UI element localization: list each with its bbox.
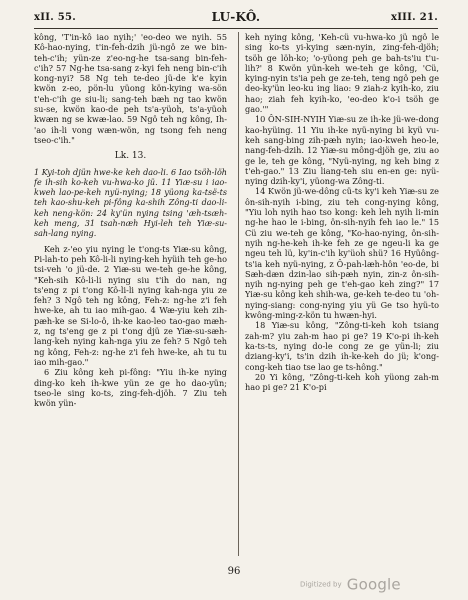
paragraph-text: 18 Yiæ-su kông, "Zông-ti-keh koh tsiang zah-m? yiu zah-m hao pi ge? 19 K'o-pi ih-keh ka-ts-ts, nying do-le cong ze ge yün-li; ziu dziang-ky'i, ts'in dzih ih-ke-keh do jü; k'ong-cong-keh tiao tse lao ge ts-hông."	[245, 320, 439, 372]
header-rule	[34, 28, 438, 29]
left-column	[34, 32, 227, 558]
chapter-heading: Lk. 13.	[114, 151, 147, 162]
paragraph-text: Keh z-'eo yiu nying le t'ong-ts Yiæ-su kông, Pi-lah-to peh Kô-li-li nying-keh hyüih teh ge-ho tsi-veh 'o jü-de. 2 Yiæ-su we-teh ge-he kông, "Keh-sih Kô-li-li nying siu t'ih do nan, ng ts'eng z pi t'ong Kô-li-li nying kah-nga yiu ze feh? 3 Ngô teh ng kông, Feh-z: ng-he z'i feh hwe-ke, ah tu iao mih-gao. 4 Wæ-yiu keh zih-pæh-ke se Si-lo-ô, ih-ke kao-leo tao-gao mæh-z, ng ts'eng ge z pi t'ong djü ze Yiæ-su-sæh-lang-keh nying kah-nga yiu ze feh? 5 Ngô teh ng kông, Feh-z: ng-he z'i feh hwe-ke, ah tu tu iao mih-gao."	[34, 243, 227, 367]
chapter-summary: 1 Kyi-toh djün hwe-ke keh dao-li. 6 Iao tsöh-löh fe ih-sih ko-keh vu-hwa-ko jü. 11 Yiæ-su i iao-kweh lao-pe-keh nyü-nying; 18 yüong ka-tsë-ts teh kao-shu-keh pi-fông ka-shih Zông-ti dao-li-keh neng-kön: 24 ky'ün nying tsing 'æh-tsæh-keh meng, 31 tsah-næh Hyi-leh teh Yiæ-su-sah-lang nying.	[34, 167, 227, 239]
paragraph-text: 14 Kwön jü-we-dông cü-ts ky'i keh Yiæ-su ze ôn-sih-nyih i-bing, ziu teh cong-nying kông, "Yiu loh nyih hao tso kong: keh leh nyih li-min ng-he hao le i-bing, ôn-sih-nyih feh iao le." 15 Cü ziu we-teh ge kông, "Ko-hao-nying, ôn-sih-nyih ng-he-keh ih-ke feh ze ge ngeu-li ka ge ngeu teh lü, ky'in-c'ih ky'üoh shü? 16 Hyüông-ts'ia keh nyü-nying, z Ô-pah-læh-hôn 'eo-de, bi Sæh-dæn dzin-lao sih-pæh nyin, zin-z ôn-sih-nyih ng-nying peh ge t'eh-gao keh zing?" 17 Yiæ-su kông keh shih-wa, ge-keh te-deo tu 'oh-nying-siang: cong-nying yiu yü Ge tso hyü-to kwông-ming-z-kön tu hwæn-hyi.	[245, 186, 439, 321]
column-divider	[238, 32, 239, 556]
page-number: 96	[227, 566, 241, 577]
paragraph-text: 6 Ziu kông keh pi-fông: "Yiu ih-ke nying ding-ko keh ih-kwe yün ze ge ho dao-yün; tseo-le sing ko-ts, zing-feh-djöh. 7 Ziu teh kwön yün-	[34, 367, 227, 409]
header-chapter-left: xII. 55.	[34, 12, 77, 23]
header-book-title: LU-KÔ.	[211, 10, 261, 24]
paragraph-text: kông, 'T'in-kô iao nyih;' 'eo-deo we nyih. 55 Kô-hao-nying, t'in-feh-dzih jü-ngô ze we bin-teh-c'ih; yün-ze z'eo-ng-he tsa-sang bin-feh-c'ih? 57 Ng-he tsa-sang z-kyi feh neng bin-c'ih kong-nyi? 58 Ng teh te-deo jü-de k'e kyin kwön z-eo, pön-lu yüong kön-kying wa-sön t'eh-c'ih ge siu-li; sang-teh bæh ng tao kwön su-se, kwön kao-de peh ts'a-yüoh, ts'a-yüoh kwæn ng se kwæ-lao. 59 Ngô teh ng kông, Ih-'ao ih-li vong wæn-wön, ng tsong feh neng tseo-c'ih."	[34, 32, 227, 145]
paragraph-text: 20 Yi kông, "Zông-ti-keh koh yüong zah-m hao pi ge? 21 K'o-pi	[245, 371, 439, 393]
paragraph-text: 10 ÔN-SIH-NYIH Yiæ-su ze ih-ke jü-we-dong kao-hyüing. 11 Yiu ih-ke nyü-nying bi kyü vu-keh sang-bing zih-pæh nyin; iao-kweh heo-le, nang-feh-dzih. 12 Yiæ-su mông-djöh ge, ziu ao ge le, teh ge kông, "Nyü-nying, ng keh bing z t'eh-gao." 13 Ziu liang-teh siu en-en ge: nyü-nying dzih-ky'i, yüong-wa Zông-ti.	[245, 114, 439, 187]
watermark-prefix: Digitized by	[300, 580, 342, 589]
paragraph-text: keh nying kông, 'Keh-cü vu-hwa-ko jü ngô le sing ko-ts yi-kying sæn-nyin, zing-feh-djöh; tsöh ge löh-ko; 'o-yüong peh ge bah-ts'iu t'u-lih?' 8 Kwön yün-keh we-teh ge kông, 'Cü, kying-nyin ts'ia peh ge ze-teh, teng ngô peh ge deo-ky'ün leo-ku ing liao: 9 ziah-z kyih-ko, ziu hao; ziah feh kyih-ko, 'eo-deo k'o-i tsöh ge gao.'"	[245, 32, 439, 115]
digitized-watermark	[300, 574, 460, 594]
right-column	[245, 32, 439, 558]
header-chapter-right: xIII. 21.	[390, 12, 438, 23]
google-logo: Google	[346, 575, 401, 594]
running-header	[34, 10, 438, 26]
